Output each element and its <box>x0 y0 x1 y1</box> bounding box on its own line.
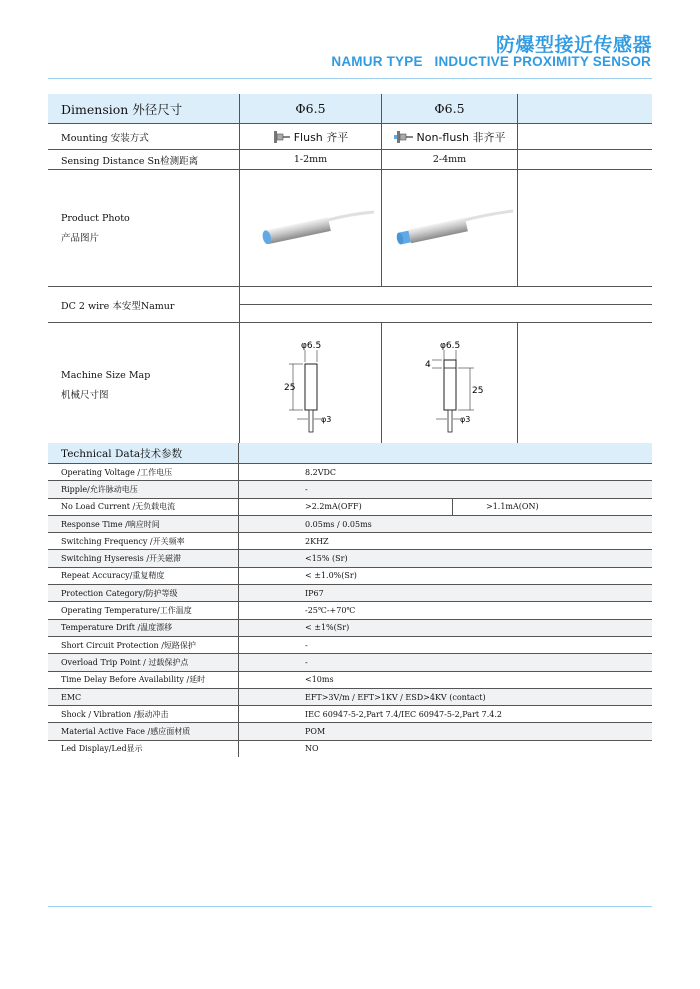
tech-value: IP67 <box>305 588 324 598</box>
tech-label: Material Active Face /感应面材质 <box>48 723 239 739</box>
mounting-label: Mounting 安装方式 <box>61 132 149 144</box>
wire-row <box>48 287 652 323</box>
tech-table <box>48 443 652 757</box>
table-row <box>48 654 652 671</box>
table-row <box>48 602 652 619</box>
nonflush-mount-icon <box>394 130 414 144</box>
tech-value: 8.2VDC <box>305 467 337 477</box>
tech-value: -25℃-+70℃ <box>305 606 356 616</box>
table-row <box>48 533 652 550</box>
table-row <box>48 464 652 481</box>
flush-dia-bottom: φ3 <box>320 415 331 424</box>
table-row <box>48 499 652 516</box>
tech-label: Shock / Vibration /振动冲击 <box>48 706 239 722</box>
tech-value: 2KHZ <box>305 536 329 546</box>
photo-label-en: Product Photo <box>61 212 130 224</box>
flush-length: 25 <box>283 383 295 393</box>
tech-value: < ±1.0%(Sr) <box>305 571 357 581</box>
tech-value: - <box>305 484 308 494</box>
tech-label: Time Delay Before Availability /延时 <box>48 672 239 688</box>
nonflush-sensor-photo <box>385 198 515 258</box>
size-map-label-en: Machine Size Map <box>61 369 151 381</box>
size-map-row <box>48 323 652 448</box>
tech-label: Short Circuit Protection /短路保护 <box>48 637 239 653</box>
tech-label: Led Display/Led显示 <box>48 741 239 757</box>
dimension-label: Dimension 外径尺寸 <box>61 101 183 117</box>
tech-value: - <box>305 640 308 650</box>
table-row <box>48 550 652 567</box>
table-row <box>48 481 652 498</box>
sensing-row <box>48 150 652 170</box>
header-title-en: NAMUR TYPE INDUCTIVE PROXIMITY SENSOR <box>331 54 651 69</box>
photo-row <box>48 170 652 287</box>
table-row <box>48 568 652 585</box>
tech-label: Repeat Accuracy/重复精度 <box>48 568 239 584</box>
table-row <box>48 689 652 706</box>
table-row <box>48 723 652 740</box>
mounting-col1: Flush 齐平 <box>293 130 349 144</box>
table-row <box>48 585 652 602</box>
flush-mount-icon <box>273 130 291 144</box>
dimension-col1: Φ6.5 <box>239 94 381 123</box>
size-map-label-cn: 机械尺寸图 <box>61 389 109 401</box>
photo-label-cn: 产品图片 <box>61 232 100 244</box>
flush-sensor-photo <box>246 198 376 258</box>
wire-label: DC 2 wire 本安型Namur <box>61 300 175 312</box>
tech-label: Ripple/允许脉动电压 <box>48 481 239 497</box>
tech-title: Technical Data技术参数 <box>48 443 239 463</box>
table-row <box>48 637 652 654</box>
spec-table <box>48 94 652 448</box>
nonflush-dia-top: φ6.5 <box>439 341 460 351</box>
footer-divider <box>48 906 652 907</box>
tech-value: POM <box>305 727 326 737</box>
tech-value: EFT>3V/m / EFT>1KV / ESD>4KV (contact) <box>305 692 486 702</box>
tech-value: NO <box>305 744 319 754</box>
tech-label: Protection Category/防护等级 <box>48 585 239 601</box>
tech-label: Switching Frequency /开关频率 <box>48 533 239 549</box>
sensing-label: Sensing Distance Sn检测距离 <box>61 155 199 167</box>
flush-dimension-drawing <box>251 330 371 440</box>
table-row <box>48 672 652 689</box>
tech-label: Switching Hyseresis /开关磁滞 <box>48 550 239 566</box>
table-row <box>48 516 652 533</box>
tech-value: <15% (Sr) <box>305 554 348 564</box>
tech-value: - <box>305 657 308 667</box>
nonflush-dimension-drawing <box>390 330 510 440</box>
sensing-col2: 2-4mm <box>381 150 517 169</box>
tech-label: No Load Current /无负载电流 <box>48 499 239 515</box>
tech-label: Response Time /响应时间 <box>48 516 239 532</box>
header-divider <box>48 78 652 79</box>
mounting-nonflush <box>394 129 506 145</box>
table-row <box>48 741 652 757</box>
tech-header-row <box>48 443 652 464</box>
tech-value: <10ms <box>305 675 334 685</box>
tech-value-2: >1.1mA(ON) <box>486 502 539 512</box>
tech-value: IEC 60947-5-2,Part 7.4/IEC 60947-5-2,Part 7.4.2 <box>305 709 503 719</box>
tech-label: Operating Voltage /工作电压 <box>48 464 239 480</box>
tech-value: 0.05ms / 0.05ms <box>305 519 372 529</box>
dimension-row <box>48 94 652 124</box>
flush-dia-top: φ6.5 <box>300 341 321 351</box>
table-row <box>48 706 652 723</box>
nonflush-length: 25 <box>471 386 483 396</box>
sensing-col1: 1-2mm <box>239 150 381 169</box>
tech-label: EMC <box>48 689 239 705</box>
table-row <box>48 620 652 637</box>
nonflush-protrusion: 4 <box>424 360 431 370</box>
tech-label: Operating Temperature/工作温度 <box>48 602 239 618</box>
tech-label: Overload Trip Point / 过载保护点 <box>48 654 239 670</box>
dimension-col2: Φ6.5 <box>381 94 517 123</box>
tech-value: >2.2mA(OFF) <box>239 499 453 515</box>
mounting-row <box>48 124 652 150</box>
tech-value: < ±1%(Sr) <box>305 623 350 633</box>
header-title-cn: 防爆型接近传感器 <box>495 34 652 56</box>
mounting-flush <box>273 129 349 145</box>
tech-label: Temperature Drift /温度漂移 <box>48 620 239 636</box>
nonflush-dia-bottom: φ3 <box>459 415 470 424</box>
mounting-col2: Non-flush 非齐平 <box>416 130 506 144</box>
